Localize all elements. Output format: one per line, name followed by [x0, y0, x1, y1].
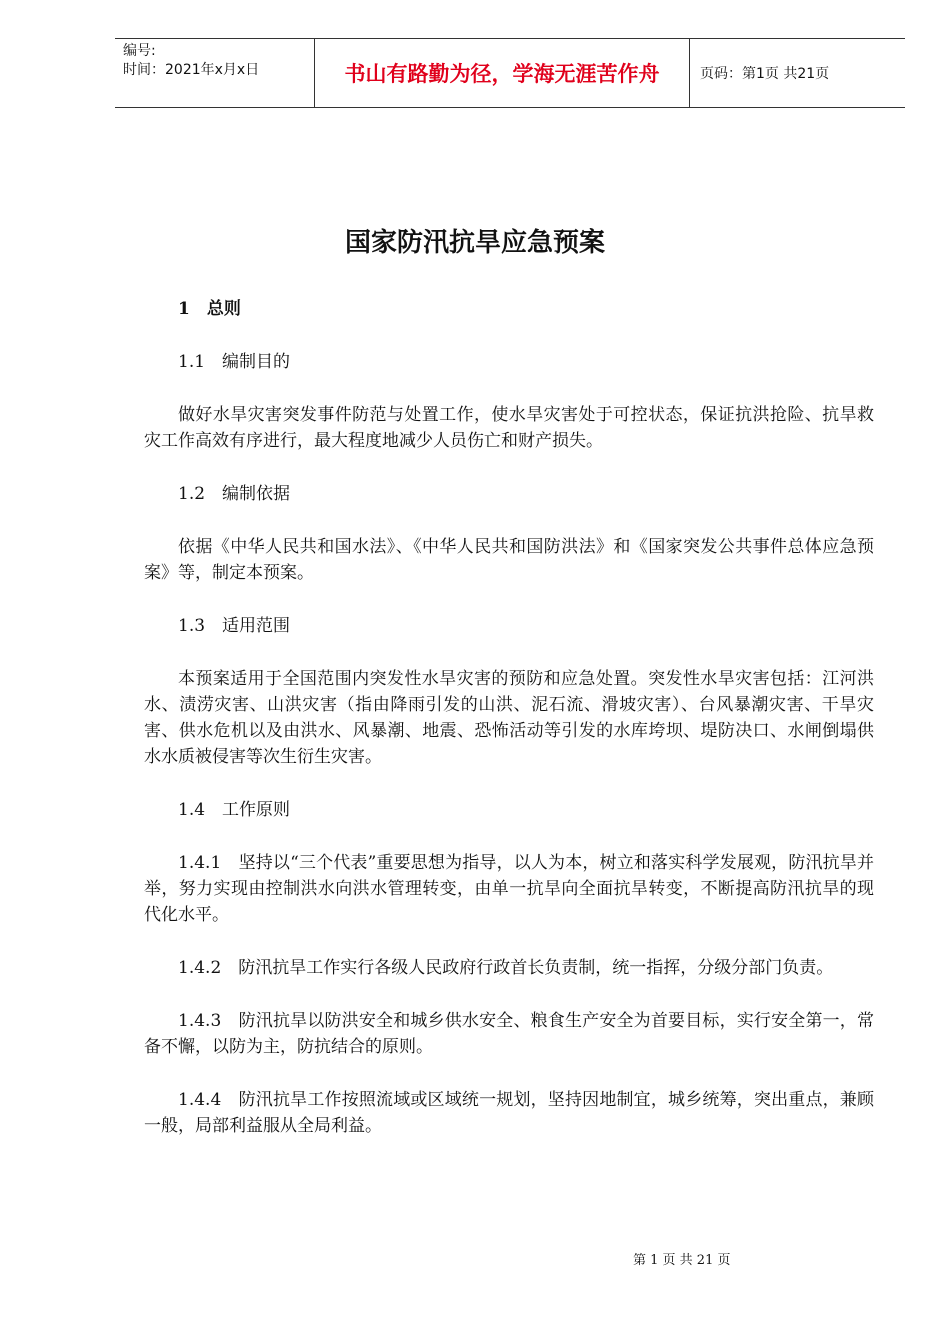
header-page-info: 页码：第1页 共21页 [700, 66, 830, 82]
document-title: 国家防汛抗旱应急预案 [344, 228, 605, 258]
section-heading-1-3: 1.3 适用范围 [178, 616, 291, 636]
page-footer: 第 1 页 共 21 页 [633, 1253, 731, 1268]
document-body [144, 296, 874, 1139]
number-label: 编号: [123, 43, 156, 59]
paragraph-1-4-2: 1.4.2 防汛抗旱工作实行各级人民政府行政首长负责制，统一指挥，分级分部门负责。 [178, 958, 834, 978]
header-motto: 书山有路勤为径，学海无涯苦作舟 [315, 39, 690, 107]
paragraph-1-2: 依据《中华人民共和国水法》、《中华人民共和国防洪法》和《国家突发公共事件总体应急预案》等，制定本预案。 [144, 537, 874, 583]
paragraph-1-4-4: 1.4.4 防汛抗旱工作按照流域或区域统一规划，坚持因地制宜，城乡统筹，突出重点，兼顾一般，局部利益服从全局利益。 [144, 1090, 874, 1136]
time-label: 时间：2021年x月x日 [123, 62, 260, 78]
paragraph-1-4-3: 1.4.3 防汛抗旱以防洪安全和城乡供水安全、粮食生产安全为首要目标，实行安全第一，常备不懈，以防为主，防抗结合的原则。 [144, 1011, 874, 1057]
section-heading-1: 1 总则 [178, 299, 241, 319]
paragraph-1-1: 做好水旱灾害突发事件防范与处置工作，使水旱灾害处于可控状态，保证抗洪抢险、抗旱救灾工作高效有序进行，最大程度地减少人员伤亡和财产损失。 [144, 405, 874, 451]
section-heading-1-1: 1.1 编制目的 [178, 352, 291, 372]
paragraph-1-4-1: 1.4.1 坚持以“三个代表”重要思想为指导，以人为本，树立和落实科学发展观，防汛抗旱并举，努力实现由控制洪水向洪水管理转变，由单一抗旱向全面抗旱转变，不断提高防汛抗旱的现代化水平。 [144, 853, 874, 925]
page-header [115, 38, 905, 108]
paragraph-1-3: 本预案适用于全国范围内突发性水旱灾害的预防和应急处置。突发性水旱灾害包括：江河洪水、渍涝灾害、山洪灾害（指由降雨引发的山洪、泥石流、滑坡灾害）、台风暴潮灾害、干旱灾害、供水危机以及由洪水、风暴潮、地震、恐怖活动等引发的水库垮坝、堤防决口、水闸倒塌供水水质被侵害等次生衍生灾害。 [144, 669, 874, 767]
section-heading-1-2: 1.2 编制依据 [178, 484, 291, 504]
section-heading-1-4: 1.4 工作原则 [178, 800, 291, 820]
header-meta [115, 39, 315, 107]
